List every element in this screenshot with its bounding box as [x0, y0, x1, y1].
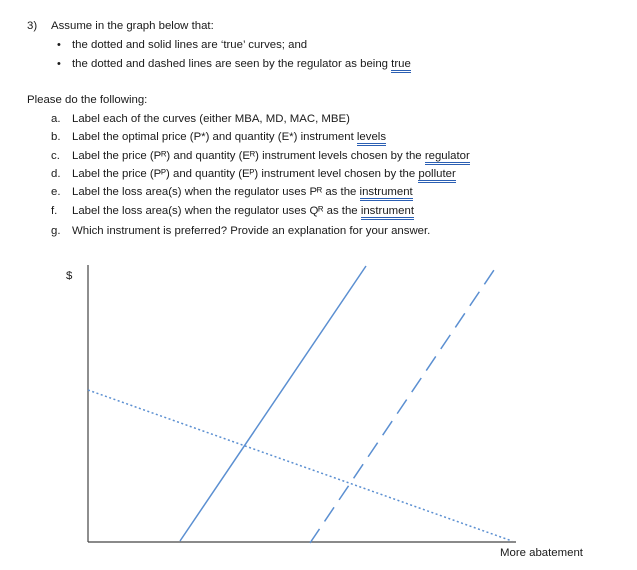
item-g-text: Which instrument is preferred? Provide an explanation for your answer.	[72, 225, 431, 237]
item-a-text: Label each of the curves (either MBA, MD, MAC, MBE)	[72, 113, 350, 125]
item-b-underlined: levels	[357, 131, 386, 146]
item-c-underlined: regulator	[425, 150, 470, 165]
item-c-before: Label the price (Pᴿ) and quantity (Eᴿ) instrument levels chosen by the	[72, 150, 425, 162]
item-e-marker: e.	[51, 186, 61, 198]
item-b-before: Label the optimal price (P*) and quantity (E*) instrument	[72, 131, 357, 143]
bullet-2-before: the dotted and dashed lines are seen by the regulator as being	[72, 58, 392, 70]
bullet-2-marker: •	[57, 58, 61, 70]
item-f-underlined: instrument	[361, 205, 414, 220]
item-d-marker: d.	[51, 168, 61, 180]
item-f-before: Label the loss area(s) when the regulator uses Qᴿ as the	[72, 205, 361, 217]
bullet-1-text: the dotted and solid lines are ‘true’ curves; and	[72, 39, 308, 51]
item-e-before: Label the loss area(s) when the regulator uses Pᴿ as the	[72, 186, 360, 198]
item-d-before: Label the price (Pᴾ) and quantity (Eᴾ) instrument level chosen by the	[72, 168, 419, 180]
solid-curve	[180, 266, 366, 541]
y-axis-label: $	[66, 270, 73, 282]
item-d-underlined: polluter	[418, 168, 455, 183]
question-intro: Assume in the graph below that:	[51, 20, 214, 32]
item-b-marker: b.	[51, 131, 61, 143]
dotted-curve	[88, 390, 512, 541]
item-f-marker: f.	[51, 205, 58, 217]
item-g-marker: g.	[51, 225, 61, 237]
bullet-1-marker: •	[57, 39, 61, 51]
question-number: 3)	[27, 20, 38, 32]
item-a-marker: a.	[51, 113, 61, 125]
item-e-underlined: instrument	[360, 186, 413, 201]
item-c-marker: c.	[51, 150, 60, 162]
instruction-text: Please do the following:	[27, 94, 148, 106]
bullet-2-underlined: true	[391, 58, 411, 73]
x-axis-label: More abatement	[500, 547, 583, 559]
